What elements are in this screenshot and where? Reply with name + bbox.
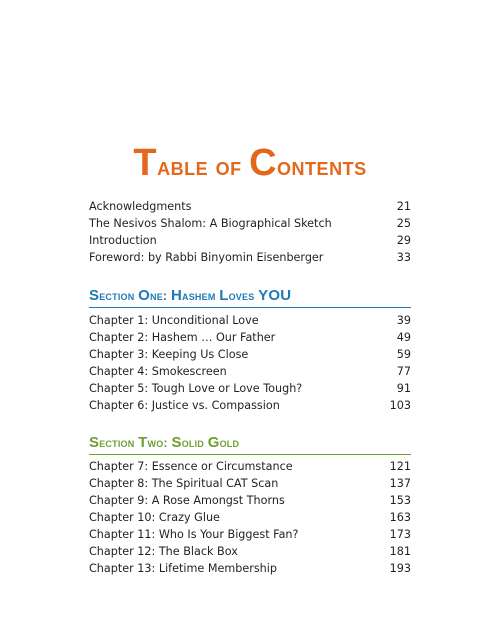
toc-entry[interactable]	[89, 329, 411, 346]
entry-label: Chapter 11: Who Is Your Biggest Fan?	[89, 528, 299, 541]
entry-label: Chapter 8: The Spiritual CAT Scan	[89, 477, 279, 490]
entry-page: 25	[396, 217, 411, 230]
entry-page: 181	[389, 545, 411, 558]
entry-label: Chapter 4: Smokescreen	[89, 365, 227, 378]
section-two-heading	[89, 434, 411, 455]
toc-entry[interactable]	[89, 198, 411, 215]
toc-entry[interactable]	[89, 232, 411, 249]
toc-entry[interactable]	[89, 475, 411, 492]
entry-page: 59	[396, 348, 411, 361]
entry-page: 153	[389, 494, 411, 507]
toc-entry[interactable]	[89, 380, 411, 397]
entry-page: 193	[389, 562, 411, 575]
toc-entry[interactable]	[89, 526, 411, 543]
entry-label: Foreword: by Rabbi Binyomin Eisenberger	[89, 251, 324, 264]
entry-label: Chapter 6: Justice vs. Compassion	[89, 399, 280, 412]
toc-entry[interactable]	[89, 249, 411, 266]
entry-label: Chapter 10: Crazy Glue	[89, 511, 220, 524]
page-title-styled: Table of Contents	[133, 142, 367, 184]
entry-label: Chapter 13: Lifetime Membership	[89, 562, 277, 575]
toc-entry[interactable]	[89, 363, 411, 380]
toc-entry[interactable]	[89, 492, 411, 509]
section-one-list	[89, 312, 411, 414]
toc-entry[interactable]	[89, 312, 411, 329]
toc-entry[interactable]	[89, 346, 411, 363]
entry-page: 49	[396, 331, 411, 344]
entry-label: Acknowledgments	[89, 200, 192, 213]
entry-page: 29	[396, 234, 411, 247]
toc-entry[interactable]	[89, 560, 411, 577]
page-title	[0, 143, 500, 187]
entry-label: Chapter 2: Hashem … Our Father	[89, 331, 276, 344]
entry-page: 33	[396, 251, 411, 264]
section-one-heading	[89, 287, 411, 308]
toc-entry[interactable]	[89, 543, 411, 560]
entry-label: Chapter 12: The Black Box	[89, 545, 238, 558]
entry-label: Chapter 3: Keeping Us Close	[89, 348, 249, 361]
toc-entry[interactable]	[89, 215, 411, 232]
entry-page: 173	[389, 528, 411, 541]
entry-page: 137	[389, 477, 411, 490]
section-heading-styled: Section One: Hashem Loves YOU	[89, 287, 292, 304]
entry-page: 91	[396, 382, 411, 395]
entry-page: 39	[396, 314, 411, 327]
entry-page: 77	[396, 365, 411, 378]
entry-label: Chapter 9: A Rose Amongst Thorns	[89, 494, 285, 507]
entry-page: 103	[389, 399, 411, 412]
entry-label: Introduction	[89, 234, 157, 247]
toc-entry[interactable]	[89, 397, 411, 414]
entry-label: Chapter 7: Essence or Circumstance	[89, 460, 293, 473]
section-two-list	[89, 458, 411, 577]
entry-page: 121	[389, 460, 411, 473]
front-matter-list	[89, 198, 411, 266]
entry-label: Chapter 5: Tough Love or Love Tough?	[89, 382, 303, 395]
entry-page: 21	[396, 200, 411, 213]
toc-entry[interactable]	[89, 458, 411, 475]
section-heading-styled: Section Two: Solid Gold	[89, 434, 240, 451]
entry-page: 163	[389, 511, 411, 524]
toc-entry[interactable]	[89, 509, 411, 526]
entry-label: Chapter 1: Unconditional Love	[89, 314, 259, 327]
entry-label: The Nesivos Shalom: A Biographical Sketch	[89, 217, 332, 230]
